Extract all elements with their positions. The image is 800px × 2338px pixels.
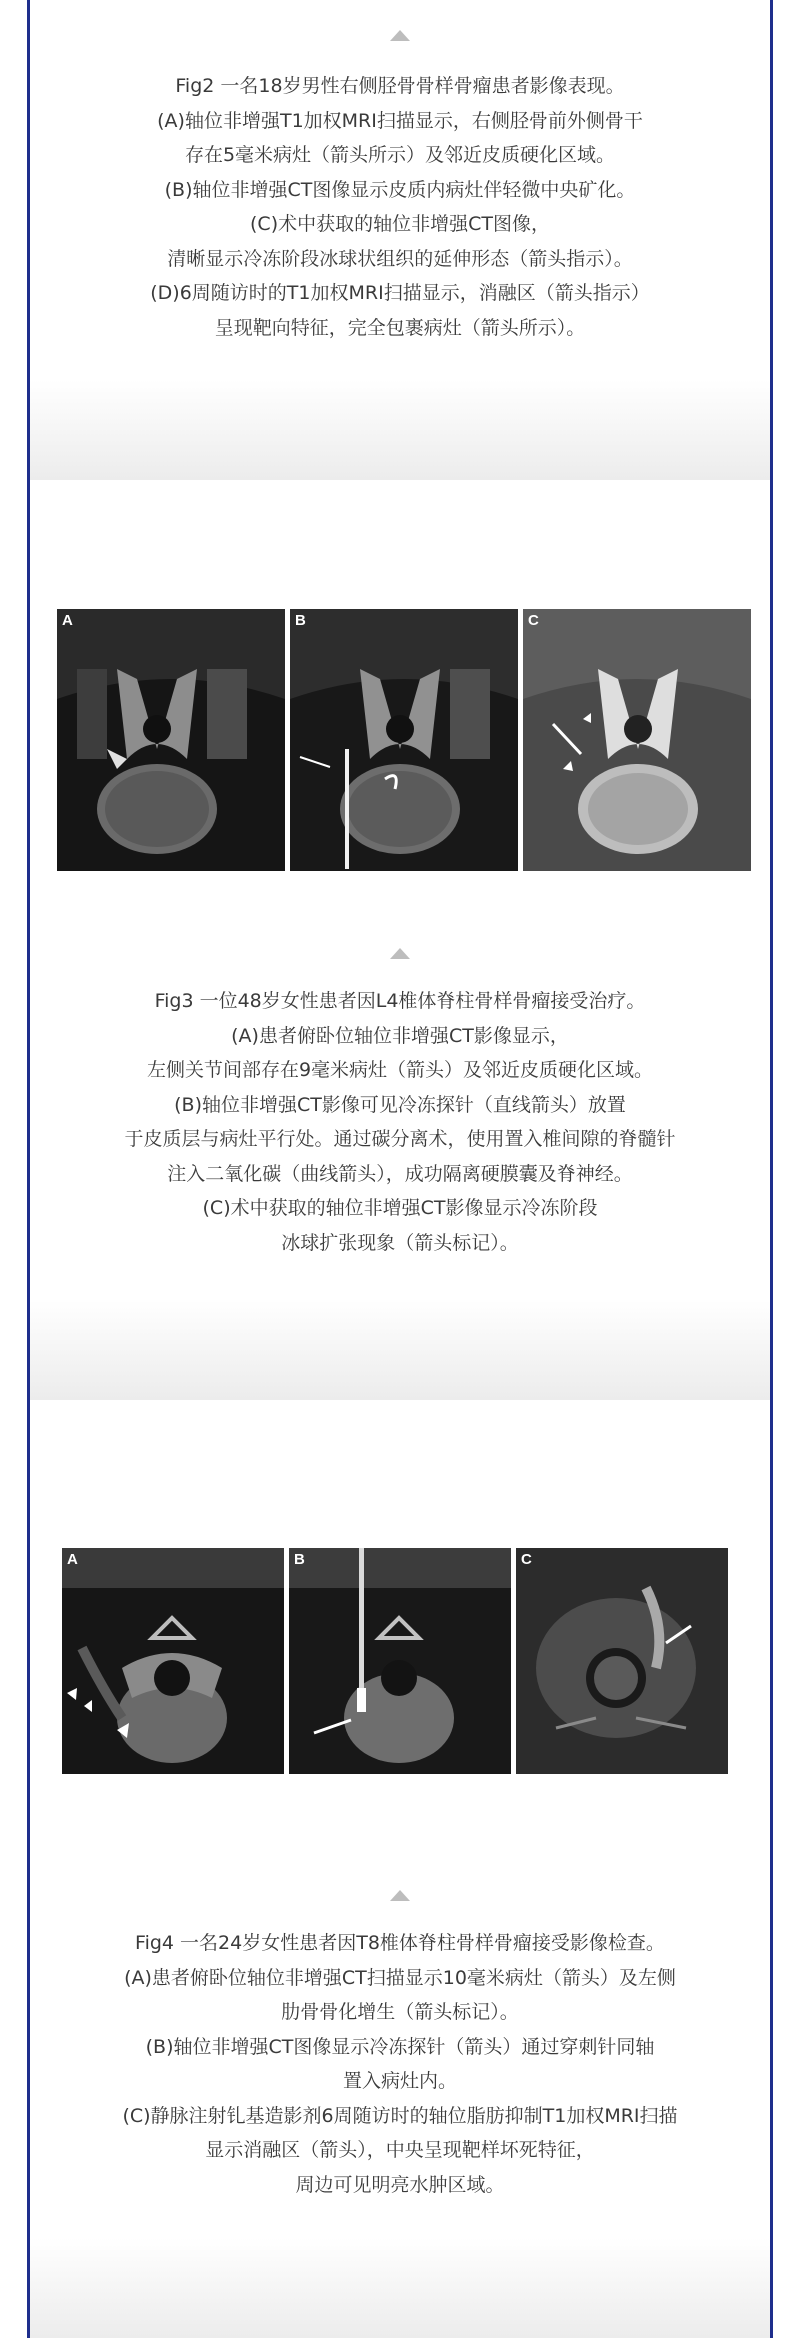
panel-label: C (521, 1551, 532, 1568)
triangle-up-icon (390, 948, 410, 959)
caption-line: Fig4 一名24岁女性患者因T8椎体脊柱骨样骨瘤接受影像检查。 (135, 1932, 665, 1954)
caption-line: 冰球扩张现象（箭头标记）。 (281, 1231, 519, 1254)
ct-scan-image (289, 1548, 511, 1774)
caption-line: 显示消融区（箭头），中央呈现靶样坏死特征， (205, 2139, 595, 2161)
triangle-up-icon (390, 30, 410, 41)
caption-line: (C)术中获取的轴位非增强CT影像显示冷冻阶段 (202, 1197, 598, 1219)
panel-label: A (62, 612, 73, 629)
ct-scan-image (290, 609, 518, 871)
caption-line: 于皮质层与病灶平行处。通过碳分离术，使用置入椎间隙的脊髓针 (124, 1128, 676, 1150)
caption-line: (C)术中获取的轴位非增强CT图像， (250, 213, 550, 235)
caption-line: (A)患者俯卧位轴位非增强CT扫描显示10毫米病灶（箭头）及左侧 (124, 1966, 676, 1989)
panel-label: B (294, 1551, 305, 1568)
caption-line: 左侧关节间部存在9毫米病灶（箭头）及邻近皮质硬化区域。 (146, 1059, 654, 1081)
caption-line: 存在5毫米病灶（箭头所示）及邻近皮质硬化区域。 (184, 144, 616, 166)
ct-scan-image (523, 609, 751, 871)
caption-line: (D)6周随访时的T1加权MRI扫描显示，消融区（箭头指示） (150, 282, 650, 304)
fig3-images (57, 609, 751, 871)
caption-line: 置入病灶内。 (342, 2070, 457, 2092)
caption-line: 清晰显示冷冻阶段冰球状组织的延伸形态（箭头指示）。 (167, 247, 633, 270)
caption-line: 周边可见明亮水肿区域。 (295, 2173, 505, 2196)
caption-line: (B)轴位非增强CT图像显示皮质内病灶伴轻微中央矿化。 (164, 178, 636, 201)
fig2-caption (30, 30, 770, 345)
ct-scan-image (57, 609, 285, 871)
caption-line: 呈现靶向特征，完全包裹病灶（箭头所示）。 (214, 316, 586, 339)
fade-band (30, 2238, 770, 2338)
caption-line: Fig3 一位48岁女性患者因L4椎体脊柱骨样骨瘤接受治疗。 (154, 990, 646, 1012)
fig4-caption (30, 1890, 770, 2202)
panel-label: A (67, 1551, 78, 1568)
caption-line: Fig2 一名18岁男性右侧胫骨骨样骨瘤患者影像表现。 (175, 75, 625, 97)
panel-label: C (528, 612, 539, 629)
caption-line: 注入二氧化碳（曲线箭头），成功隔离硬膜囊及脊神经。 (167, 1162, 633, 1185)
fig3-caption (30, 948, 770, 1260)
panel-label: B (295, 612, 306, 629)
caption-line: (A)患者俯卧位轴位非增强CT影像显示， (231, 1024, 569, 1047)
caption-line: (C)静脉注射钆基造影剂6周随访时的轴位脂肪抑制T1加权MRI扫描 (122, 2104, 678, 2127)
triangle-up-icon (390, 1890, 410, 1901)
fig4-images (62, 1548, 728, 1774)
caption-line: 肋骨骨化增生（箭头标记）。 (281, 2001, 519, 2023)
right-frame-border (770, 0, 773, 2338)
fade-band (30, 380, 770, 480)
fade-band (30, 1300, 770, 1400)
caption-line: (B)轴位非增强CT图像显示冷冻探针（箭头）通过穿刺针同轴 (145, 2035, 655, 2058)
mri-scan-image (516, 1548, 728, 1774)
ct-scan-image (62, 1548, 284, 1774)
caption-line: (B)轴位非增强CT影像可见冷冻探针（直线箭头）放置 (174, 1093, 626, 1116)
caption-line: (A)轴位非增强T1加权MRI扫描显示，右侧胫骨前外侧骨干 (157, 109, 643, 132)
